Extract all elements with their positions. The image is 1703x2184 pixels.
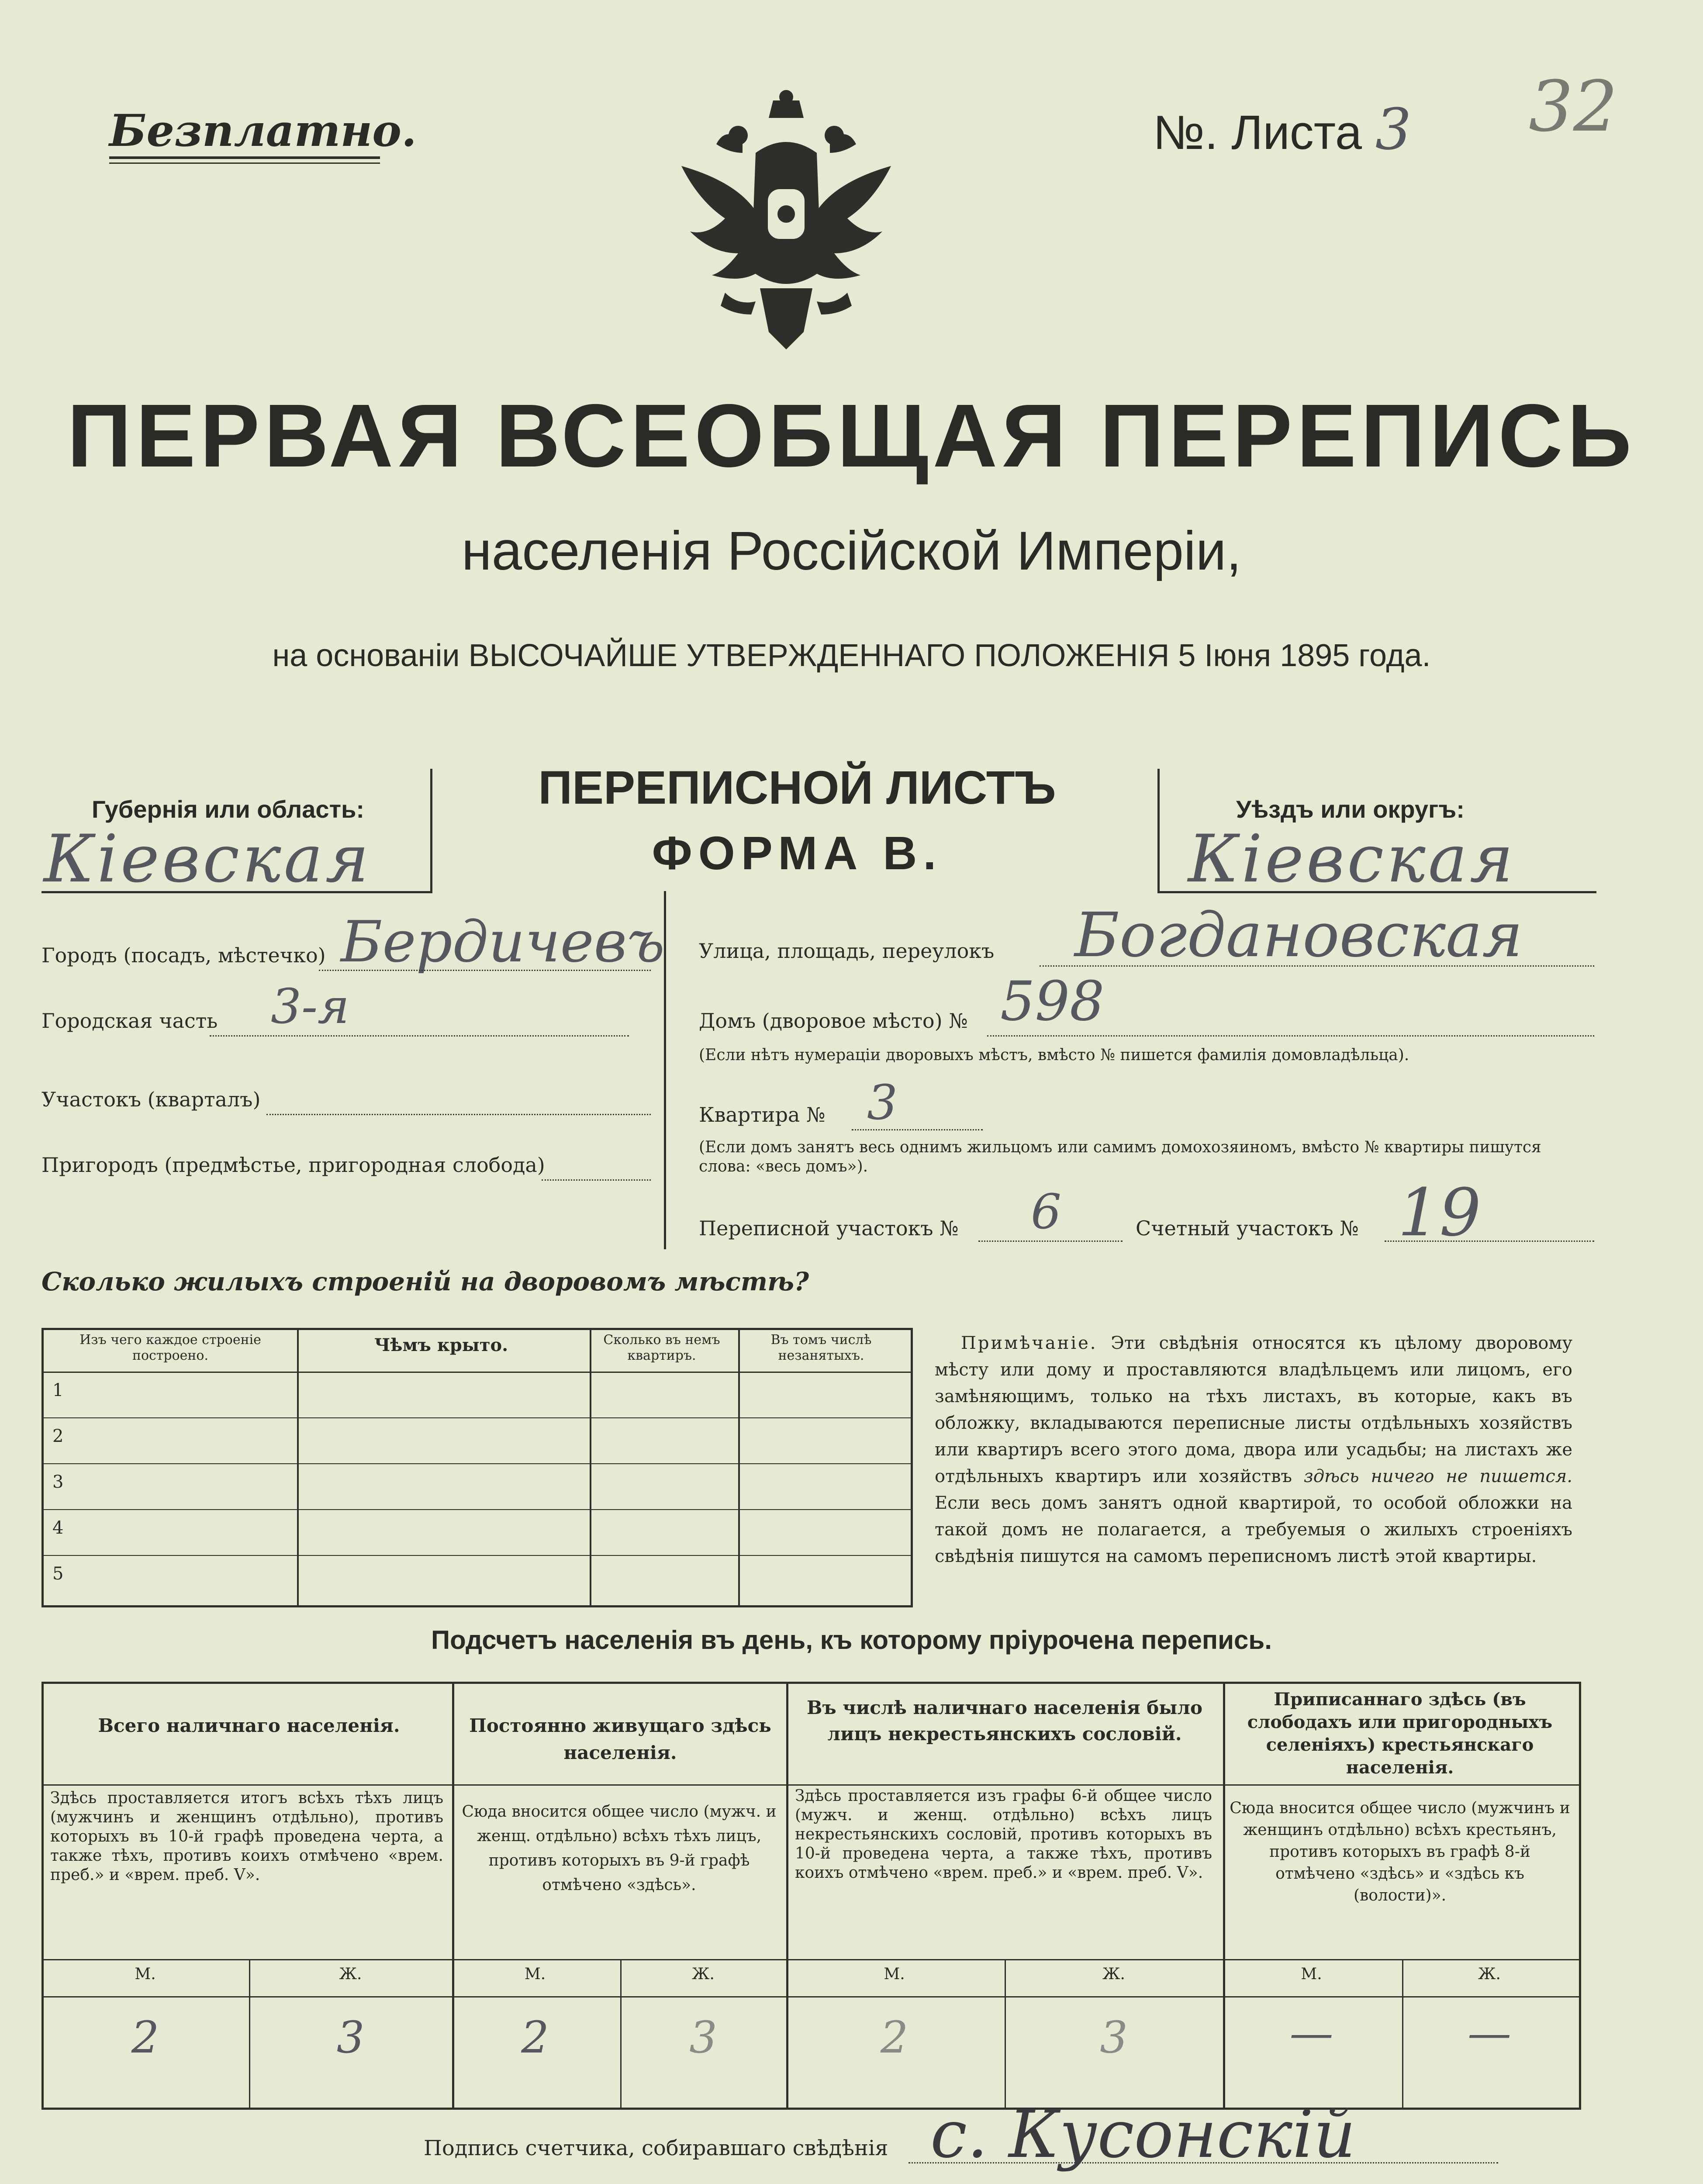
sheet-number-label: №. Листа 3 [1153, 96, 1412, 162]
pop-col2-heading: Постоянно живущаго здѣсь населенія. [469, 1715, 771, 1763]
main-title: ПЕРВАЯ ВСЕОБЩАЯ ПЕРЕПИСЬ [67, 386, 1636, 486]
buildings-question: Сколько жилыхъ строеній на дворовомъ мѣстѣ? [41, 1267, 809, 1296]
buildings-header-vacant: Въ томъ числѣ незанятыхъ. [770, 1332, 872, 1363]
apartment-note: (Если домъ занятъ весь однимъ жильцомъ или самимъ домохозяиномъ, вмѣсто № квартиры пишутся слова: «весь домъ»). [699, 1138, 1541, 1175]
pop-col4-m-label: М. [1301, 1965, 1322, 1983]
free-label: Безплатно. [109, 105, 417, 156]
district-value: Кіевская [1188, 821, 1516, 897]
legal-basis-line: на основаніи ВЫСОЧАЙШЕ УТВЕРЖДЕННАГО ПОЛОЖЕНІЯ 5 Іюня 1895 года. [272, 638, 1431, 673]
province-label: Губернія или область: [92, 795, 365, 823]
imperial-eagle-emblem [673, 87, 900, 367]
buildings-row-3: 3 [52, 1472, 64, 1492]
buildings-row-1: 1 [52, 1380, 64, 1400]
signature-dotline [908, 2162, 1498, 2163]
census-area-dotline [978, 1241, 1123, 1242]
pop-col3-m-value: 2 [880, 2012, 908, 2063]
pop-col2-m-value: 2 [521, 2012, 549, 2063]
census-area-value: 6 [1031, 1184, 1061, 1240]
city-part-value: 3-я [271, 978, 349, 1034]
pop-col3-m-label: М. [884, 1965, 905, 1983]
house-label: Домъ (дворовое мѣсто) № [699, 1009, 968, 1033]
count-area-label: Счетный участокъ № [1136, 1216, 1359, 1240]
street-dotline [1040, 965, 1594, 967]
city-label: Городъ (посадъ, мѣстечко) [41, 943, 326, 967]
buildings-header-roof: Чѣмъ крыто. [374, 1335, 508, 1355]
buildings-note: Примѣчаніе. Эти свѣдѣнія относятся къ цѣлому дворовому мѣсту или дому и проставляются владѣльцемъ или лицомъ, его замѣняющимъ, только на тѣхъ листахъ, въ которые, какъ въ обложку, вкладываются переписные листы отдѣльныхъ хозяйствъ или квартиръ всего этого дома, двора или усадьбы; на листахъ же отдѣльныхъ квартиръ или хозяйствъ здѣсь ничего не пишется. Если весь домъ занятъ одной квартирой, то особой обложки на такой домъ не полагается, а требуемыя о жилыхъ строеніяхъ свѣдѣнія пишутся на самомъ переписномъ листѣ этой квартиры. [935, 1333, 1573, 1566]
census-area-label: Переписной участокъ № [699, 1216, 959, 1240]
street-value: Богдановская [1074, 900, 1523, 971]
buildings-row-2: 2 [52, 1426, 64, 1446]
population-title: Подсчетъ населенія въ день, къ которому пріурочена перепись. [431, 1625, 1272, 1655]
buildings-row-5: 5 [52, 1564, 64, 1584]
free-label-underline [109, 156, 380, 159]
city-value: Бердичевъ [341, 909, 665, 975]
city-part-label: Городская часть [41, 1009, 218, 1033]
house-value: 598 [1000, 970, 1105, 1033]
apartment-value: 3 [867, 1075, 898, 1130]
pop-col4-desc: Сюда вносится общее число (мужчинъ и женщинъ отдѣльно) всѣхъ крестьянъ, противъ которыхъ въ графѣ 8-й отмѣчено «здѣсь» и «здѣсь къ (волости)». [1230, 1799, 1570, 1904]
pop-col2-desc: Сюда вносится общее число (мужч. и женщ. отдѣльно) всѣхъ тѣхъ лицъ, противъ которыхъ въ 9-й графѣ отмѣчено «здѣсь». [462, 1803, 777, 1894]
pop-col3-heading: Въ числѣ наличнаго населенія было лицъ некрестьянскихъ сословій. [806, 1697, 1203, 1745]
buildings-header-apartments: Сколько въ немъ квартиръ. [603, 1332, 720, 1363]
house-note: (Если нѣтъ нумераціи дворовыхъ мѣстъ, вмѣсто № пишется фамилія домовладѣльца). [699, 1046, 1409, 1064]
pop-col3-f-value: 3 [1100, 2012, 1128, 2063]
buildings-header-material: Изъ чего каждое строеніе построено. [79, 1332, 261, 1363]
pop-col4-heading: Приписаннаго здѣсь (въ слободахъ или пригородныхъ селеніяхъ) крестьянскаго населенія. [1247, 1689, 1553, 1778]
archive-number: 32 [1529, 66, 1618, 147]
pop-col3-desc: Здѣсь проставляется изъ графы 6-й общее число (мужч. и женщ. отдѣльно) всѣхъ лицъ некрестьянскихъ сословій, противъ которыхъ въ 10-й проведена черта, а также тѣхъ, противъ коихъ отмѣчено «врем. преб.» и «врем. преб. V». [795, 1787, 1212, 1882]
subtitle: населенія Россійской Имперіи, [461, 521, 1242, 581]
count-area-dotline [1385, 1241, 1594, 1242]
city-part-dotline [210, 1035, 629, 1037]
apartment-dotline [852, 1129, 983, 1130]
pop-col1-f-label: Ж. [339, 1965, 362, 1983]
sheet-number-value: 3 [1375, 96, 1412, 162]
pop-col2-m-label: М. [524, 1965, 546, 1983]
street-label: Улица, площадь, переулокъ [699, 939, 995, 963]
pop-col2-f-value: 3 [689, 2012, 717, 2063]
house-dotline [987, 1035, 1594, 1037]
pop-col4-f-label: Ж. [1478, 1965, 1501, 1983]
pop-col1-m-value: 2 [131, 2012, 159, 2063]
form-name: ПЕРЕПИСНОЙ ЛИСТЪ [538, 761, 1056, 814]
buildings-table [41, 1328, 913, 1607]
count-area-value: 19 [1398, 1175, 1481, 1251]
pop-col1-f-value: 3 [336, 2012, 365, 2063]
buildings-row-4: 4 [52, 1518, 64, 1538]
pop-col3-f-label: Ж. [1102, 1965, 1125, 1983]
pop-col2-f-label: Ж. [692, 1965, 715, 1983]
pop-col1-desc: Здѣсь проставляется итогъ всѣхъ тѣхъ лицъ (мужчинъ и женщинъ отдѣльно), противъ которыхъ въ 10-й графѣ проведена черта, а также тѣхъ, противъ коихъ отмѣчено «врем. преб.» и «врем. преб. V». [50, 1789, 443, 1884]
form-type: ФОРМА В. [652, 826, 943, 879]
city-dotline [319, 970, 651, 971]
signature-label: Подпись счетчика, собиравшаго свѣдѣнія [424, 2136, 888, 2160]
suburb-label: Пригородъ (предмѣстье, пригородная слобода) [41, 1153, 545, 1177]
pop-col4-m-value: — [1289, 2008, 1333, 2059]
pop-col1-heading: Всего наличнаго населенія. [98, 1715, 400, 1736]
precinct-dotline [266, 1114, 651, 1115]
suburb-dotline [542, 1179, 651, 1181]
apartment-label: Квартира № [699, 1103, 826, 1127]
pop-col4-f-value: — [1468, 2008, 1511, 2059]
signature-value: с. Кусонскій [930, 2097, 1356, 2173]
pop-col1-m-label: М. [135, 1965, 156, 1983]
district-label: Уѣздъ или округъ: [1236, 795, 1465, 823]
precinct-label: Участокъ (кварталъ) [41, 1088, 261, 1111]
province-value: Кіевская [44, 821, 372, 897]
free-label-underline-2 [109, 162, 380, 164]
